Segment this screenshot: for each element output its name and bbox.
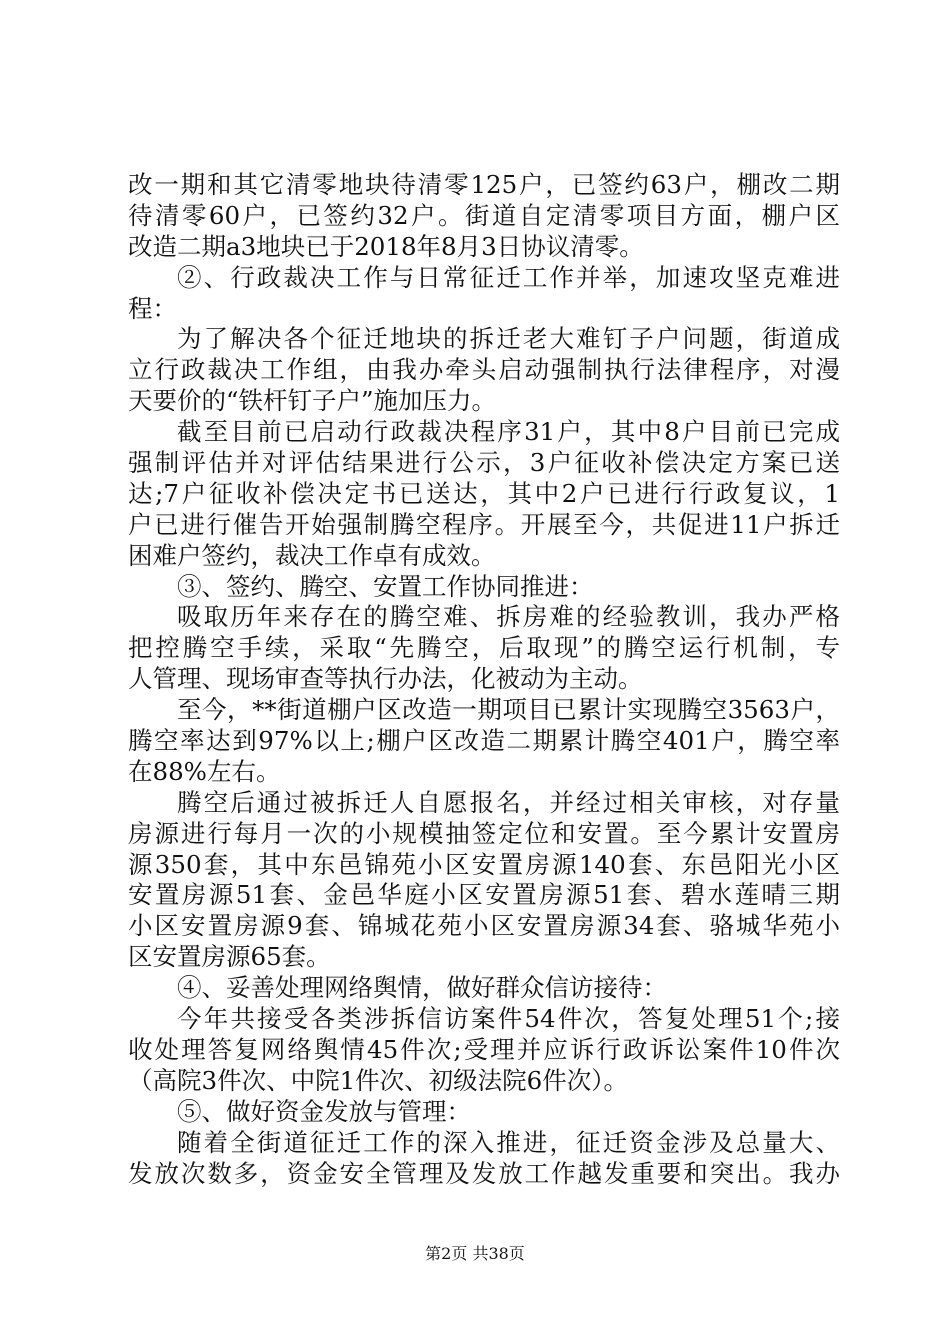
text-line: 截至目前已启动行政裁决程序31户，其中8户目前已完成: [177, 417, 840, 447]
section-heading: ③、签约、腾空、安置工作协同推进：: [177, 571, 594, 601]
text-line: 吸取历年来存在的腾空难、拆房难的经验教训，我办严格: [177, 602, 840, 632]
text-line: 达;7户征收补偿决定书已送达，其中2户已进行行政复议，1: [128, 478, 840, 508]
text-line: （高院3件次、中院1件次、初级法院6件次）。: [128, 1065, 629, 1095]
text-line: 区安置房源65套。: [128, 942, 331, 972]
text-line: 腾空后通过被拆迁人自愿报名，并经过相关审核，对存量: [177, 787, 840, 817]
text-line: 收处理答复网络舆情45件次;受理并应诉行政诉讼案件10件次: [128, 1034, 840, 1064]
text-line: 改造二期a3地块已于2018年8月3日协议清零。: [128, 231, 644, 261]
section-heading: ④、妥善处理网络舆情，做好群众信访接待：: [177, 973, 667, 1003]
text-line: 安置房源51套、金邑华庭小区安置房源51套、碧水莲晴三期: [128, 880, 840, 910]
document-body: [128, 170, 840, 1189]
text-line: 今年共接受各类涉拆信访案件54件次，答复处理51个;接: [177, 1004, 840, 1034]
text-line: 把控腾空手续，采取“先腾空，后取现”的腾空运行机制，专: [128, 633, 840, 663]
text-line: 天要价的“铁杆钉子户”施加压力。: [128, 386, 497, 416]
text-line: 待清零60户，已签约32户。街道自定清零项目方面，棚户区: [128, 200, 840, 230]
text-line: 改一期和其它清零地块待清零125户，已签约63户，棚改二期: [128, 170, 840, 199]
text-line: 困难户签约，裁决工作卓有成效。: [128, 540, 496, 570]
text-line: 随着全街道征迁工作的深入推进，征迁资金涉及总量大、: [177, 1127, 840, 1157]
text-line: 腾空率达到97%以上;棚户区改造二期累计腾空401户，腾空率: [128, 726, 840, 756]
text-line: 人管理、现场审查等执行办法，化被动为主动。: [128, 664, 643, 694]
text-line: 源350套，其中东邑锦苑小区安置房源140套、东邑阳光小区: [128, 849, 840, 879]
text-line: 小区安置房源9套、锦城花苑小区安置房源34套、骆城华苑小: [128, 911, 840, 941]
page-footer: 第2页 共38页: [425, 1244, 525, 1263]
section-heading: 程：: [128, 293, 177, 323]
text-line: 立行政裁决工作组，由我办牵头启动强制执行法律程序，对漫: [128, 355, 840, 385]
text-line: 户已进行催告开始强制腾空程序。开展至今，共促进11户拆迁: [128, 509, 840, 539]
text-line: 为了解决各个征迁地块的拆迁老大难钉子户问题，街道成: [177, 324, 840, 354]
text-line: 房源进行每月一次的小规模抽签定位和安置。至今累计安置房: [128, 818, 840, 848]
text-line: 发放次数多，资金安全管理及发放工作越发重要和突出。我办: [128, 1158, 840, 1188]
text-line: 强制评估并对评估结果进行公示，3户征收补偿决定方案已送: [128, 448, 840, 478]
section-heading: ⑤、做好资金发放与管理：: [177, 1096, 471, 1126]
text-line: 在88%左右。: [128, 756, 281, 786]
section-heading: ②、行政裁决工作与日常征迁工作并举，加速攻坚克难进: [177, 262, 840, 292]
text-line: 至今，**街道棚户区改造一期项目已累计实现腾空3563户，: [177, 695, 840, 725]
